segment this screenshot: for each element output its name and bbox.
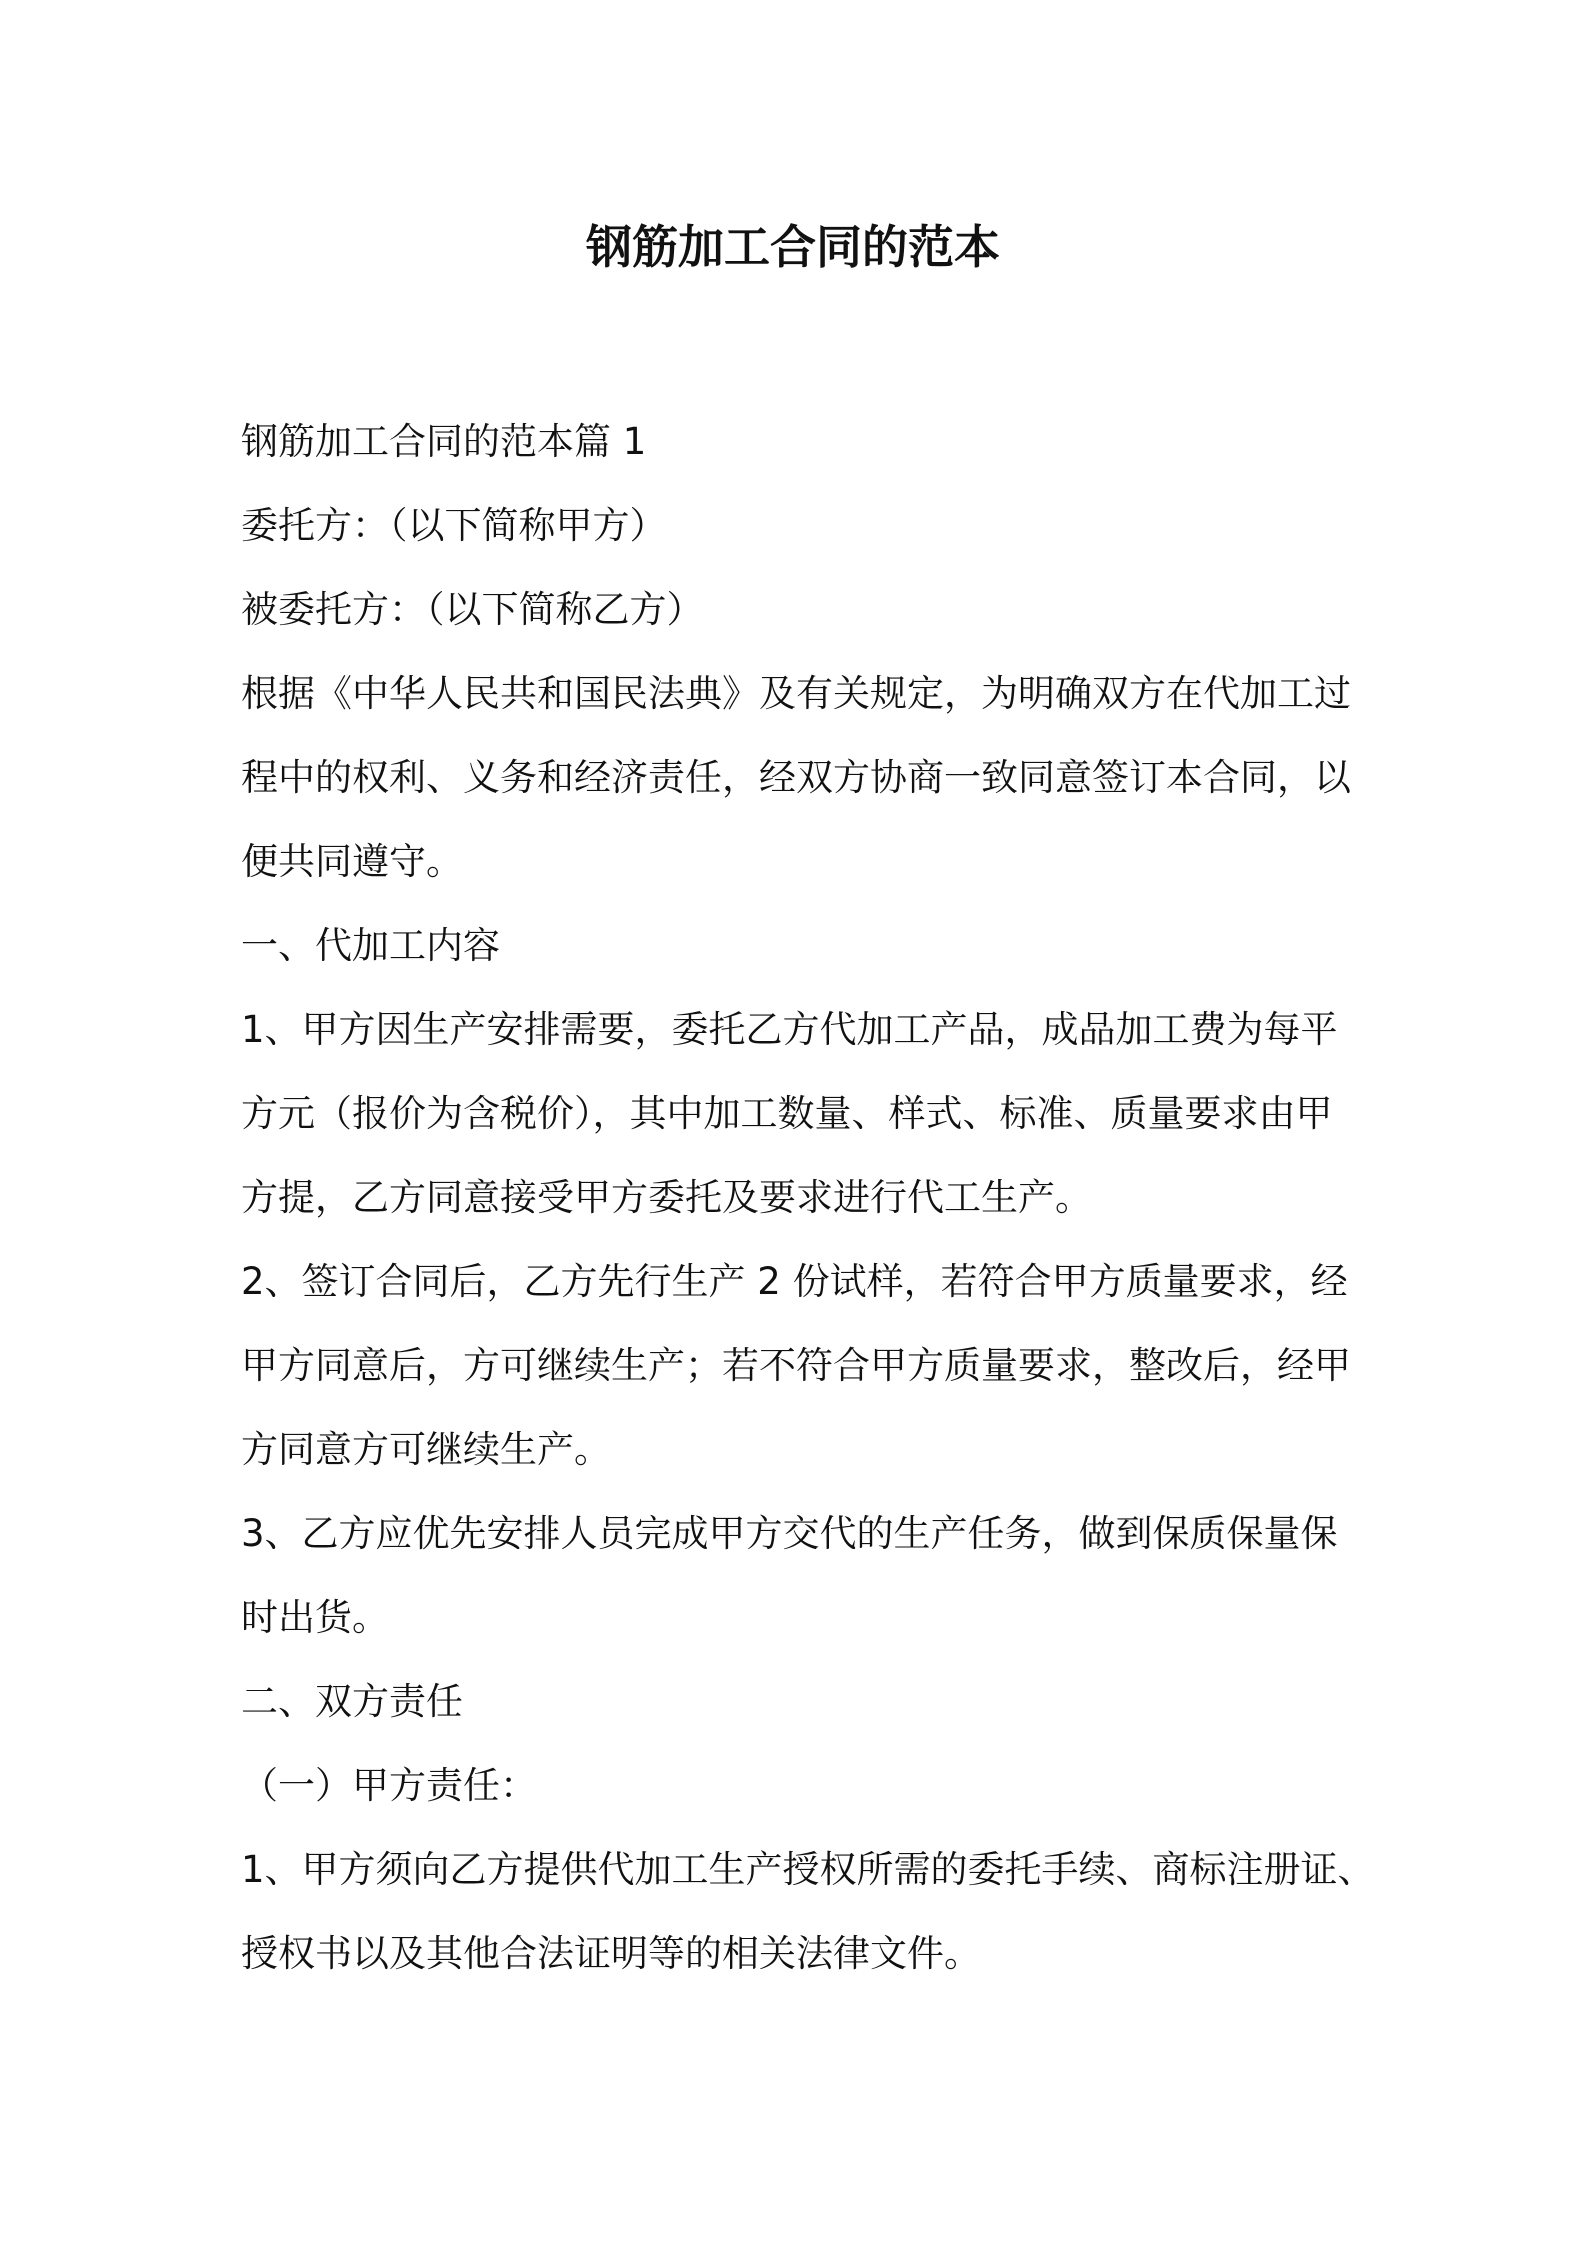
clause-2-line-2: 甲方同意后，方可继续生产；若不符合甲方质量要求，整改后，经甲 [241, 1344, 1351, 1387]
party-a-clause-1-line-1: 1、甲方须向乙方提供代加工生产授权所需的委托手续、商标注册证、 [241, 1848, 1375, 1891]
clause-1-line-1: 1、甲方因生产安排需要，委托乙方代加工产品，成品加工费为每平 [241, 1008, 1338, 1051]
party-a-line: 委托方：（以下简称甲方） [241, 504, 667, 547]
section-heading-responsibilities: 二、双方责任 [241, 1680, 463, 1723]
clause-1-line-3: 方提，乙方同意接受甲方委托及要求进行代工生产。 [241, 1176, 1092, 1219]
clause-1-line-2: 方元（报价为含税价），其中加工数量、样式、标准、质量要求由甲 [241, 1092, 1333, 1135]
party-b-line: 被委托方：（以下简称乙方） [241, 588, 704, 631]
document-body [241, 400, 1375, 1996]
clause-3-line-2: 时出货。 [241, 1596, 389, 1639]
preamble-line-2: 程中的权利、义务和经济责任，经双方协商一致同意签订本合同，以 [241, 756, 1351, 799]
party-a-clause-1-line-2: 授权书以及其他合法证明等的相关法律文件。 [241, 1932, 981, 1975]
section-heading-part-1: 钢筋加工合同的范本篇 1 [241, 420, 647, 463]
preamble-line-1: 根据《中华人民共和国民法典》及有关规定，为明确双方在代加工过 [241, 672, 1351, 715]
clause-3-line-1: 3、乙方应优先安排人员完成甲方交代的生产任务，做到保质保量保 [241, 1512, 1338, 1555]
clause-2-line-3: 方同意方可继续生产。 [241, 1428, 611, 1471]
subsection-heading-party-a: （一）甲方责任： [241, 1764, 537, 1807]
preamble-line-3: 便共同遵守。 [241, 840, 463, 883]
section-heading-content: 一、代加工内容 [241, 924, 500, 967]
document-title: 钢筋加工合同的范本 [586, 220, 1000, 274]
clause-2-line-1: 2、签订合同后，乙方先行生产 2 份试样，若符合甲方质量要求，经 [241, 1260, 1348, 1303]
